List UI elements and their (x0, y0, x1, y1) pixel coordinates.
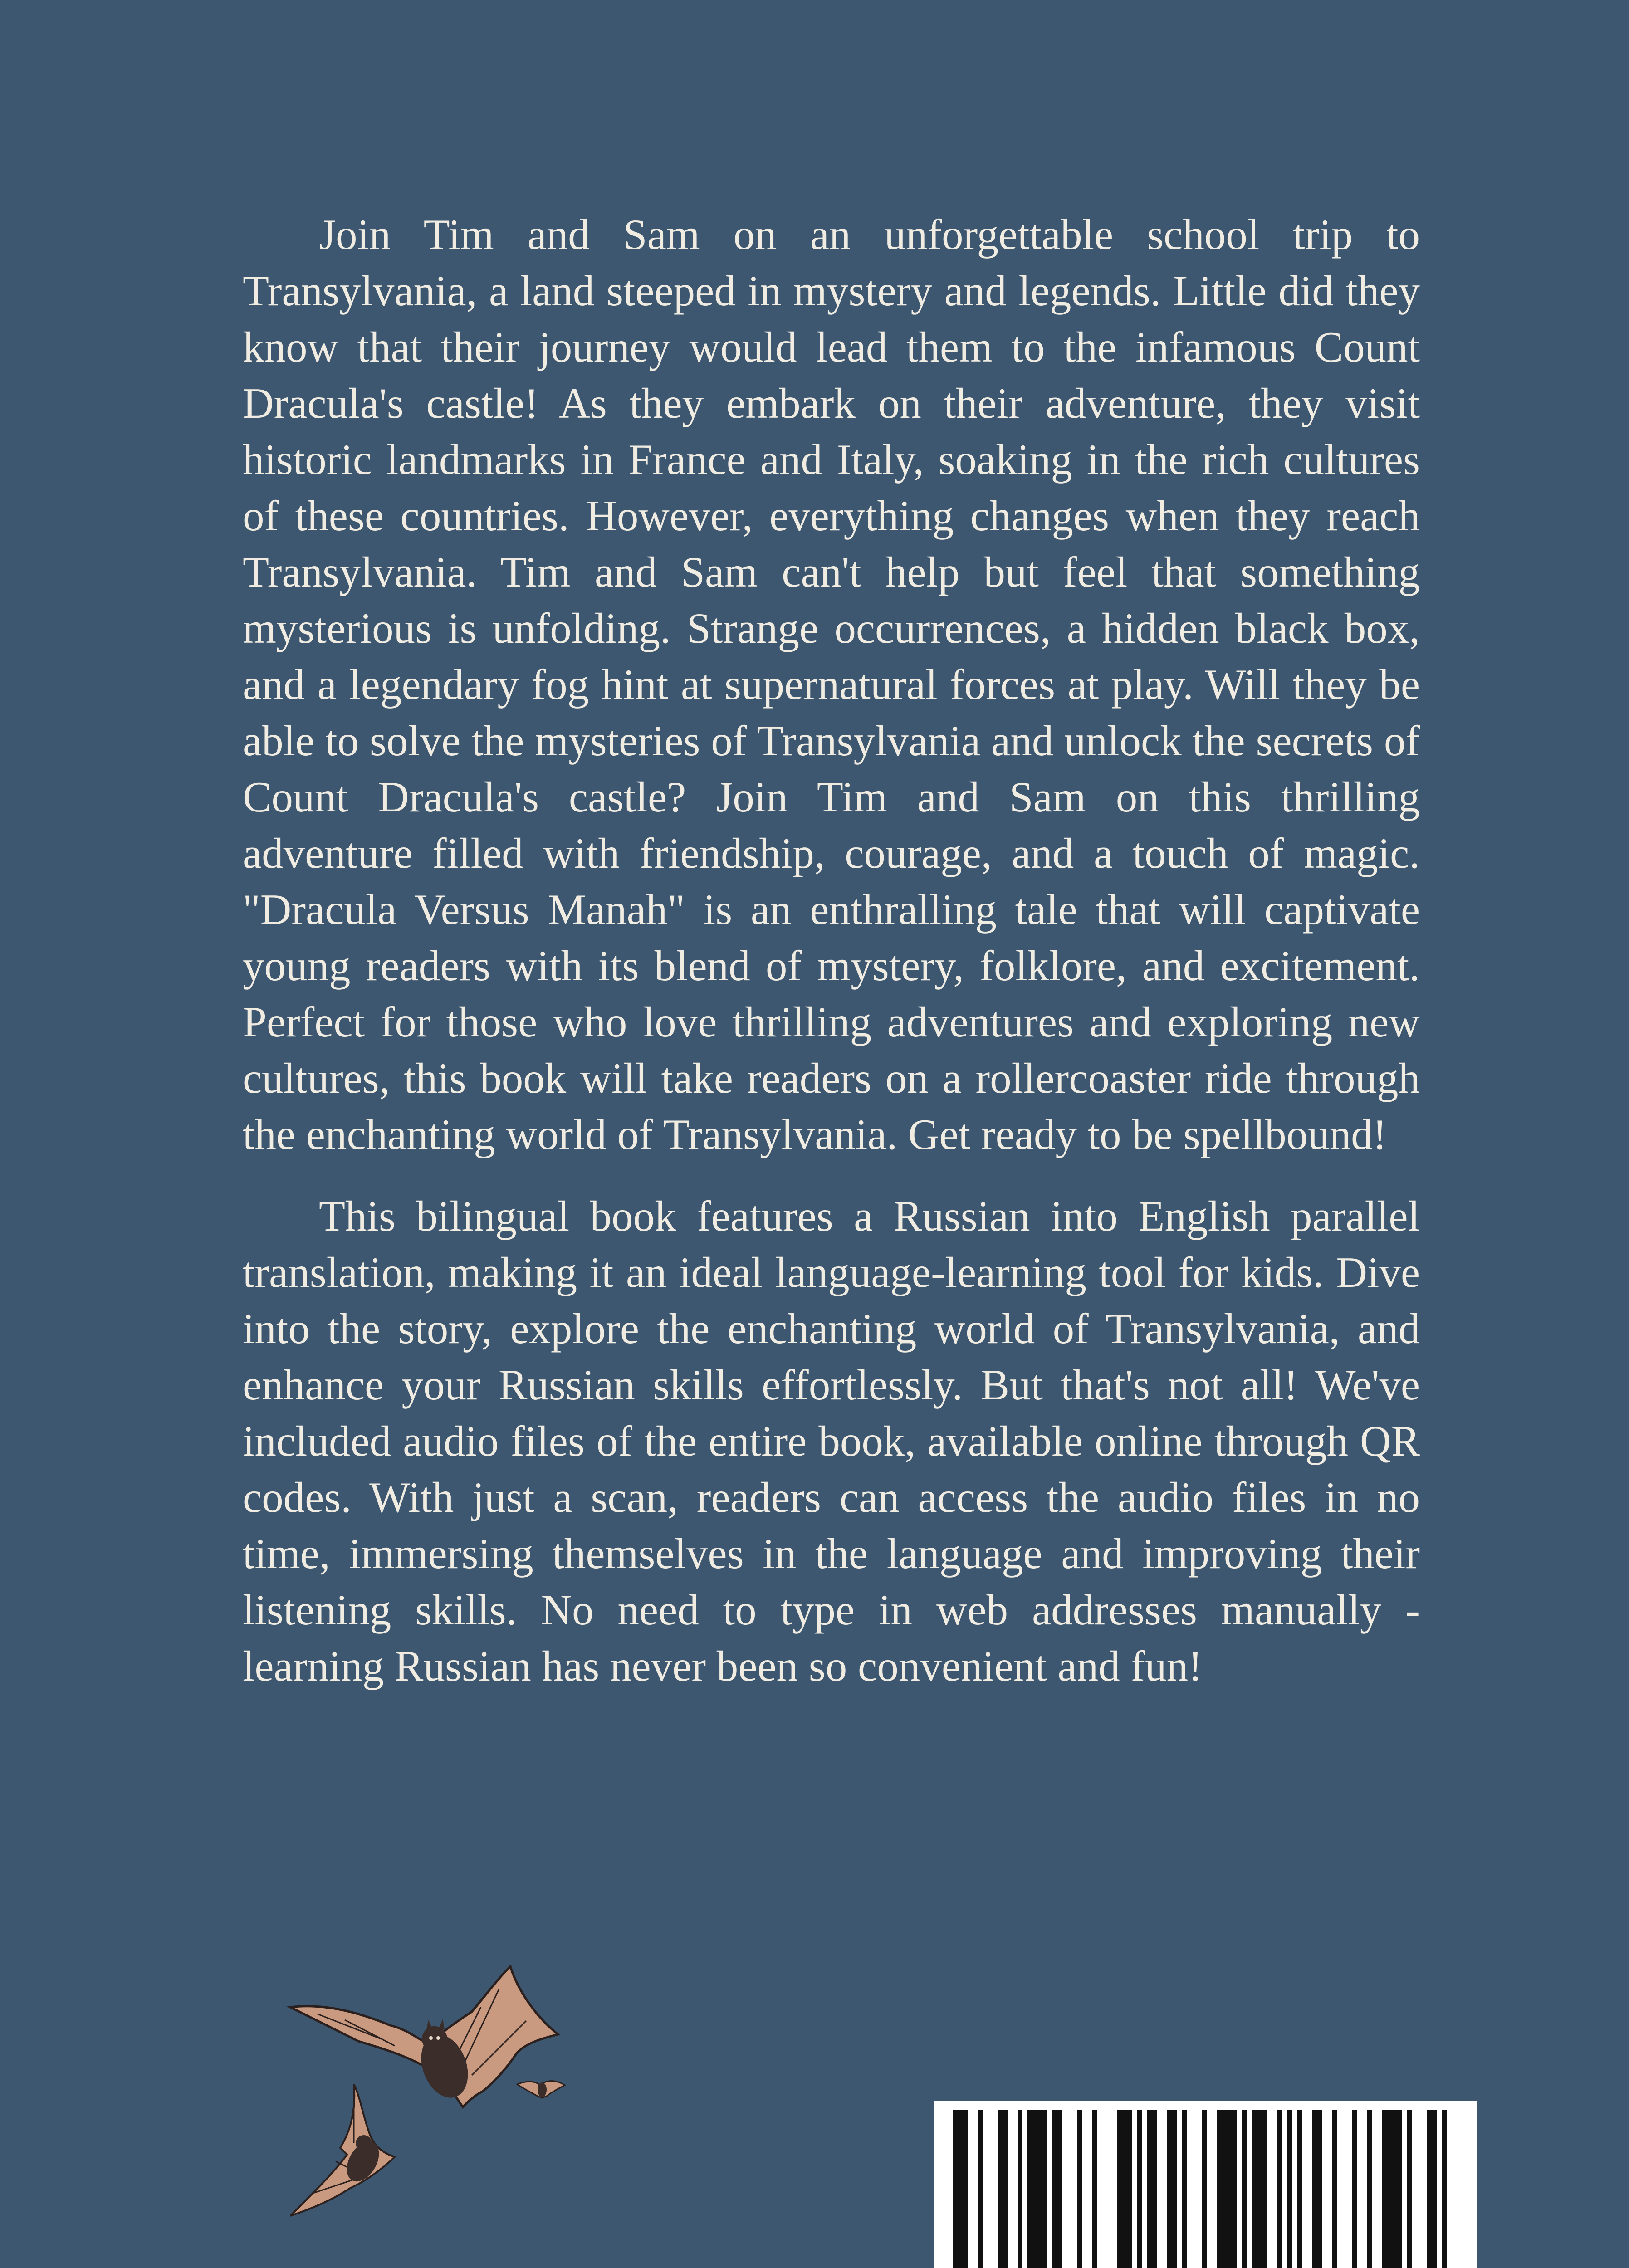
bats-illustration-icon (245, 1916, 590, 2243)
barcode-bar (1252, 2110, 1267, 2268)
barcode-bar (1332, 2110, 1337, 2268)
barcode-bar (1077, 2110, 1082, 2268)
barcode-bar (1052, 2110, 1062, 2268)
barcode-bar (953, 2110, 968, 2268)
barcode-bar (1287, 2110, 1292, 2268)
barcode-bar (1352, 2110, 1357, 2268)
barcode-bar (1018, 2110, 1022, 2268)
barcode-bars (934, 2101, 1477, 2268)
barcode-bar (1407, 2110, 1412, 2268)
barcode-bar (1092, 2110, 1097, 2268)
barcode-bar (1242, 2110, 1247, 2268)
barcode-bar (1182, 2110, 1187, 2268)
barcode-bar (1382, 2110, 1402, 2268)
barcode-bar (1312, 2110, 1322, 2268)
barcode-bar (1137, 2110, 1142, 2268)
barcode-bar (1027, 2110, 1047, 2268)
blurb-paragraph-1: Join Tim and Sam on an unforgettable school trip to Transylvania, a land steeped in mystery and legends. Little did they know that their journey would lead them to the infamous Count Dracula's castle! As they embark on their adventure, they visit historic landmarks in France and Italy, soaking in the rich cultures of these countries. However, everything changes when they reach Transylvania. Tim and Sam can't help but feel that something mysterious is unfolding. Strange occurrences, a hidden black box, and a legendary fog hint at supernatural forces at play. Will they be able to solve the mysteries of Transylvania and unlock the secrets of Count Dracula's castle? Join Tim and Sam on this thrilling adventure filled with friendship, courage, and a touch of magic. "Dracula Versus Manah" is an enthralling tale that will captivate young readers with its blend of mystery, folklore, and excitement. Perfect for those who love thrilling adventures and exploring new cultures, this book will take readers on a rollercoaster ride through the enchanting world of Transylvania. Get ready to be spellbound! (243, 210, 1420, 1158)
barcode-bar (1167, 2110, 1177, 2268)
barcode-bar (1217, 2110, 1237, 2268)
barcode-bar (998, 2110, 1008, 2268)
barcode-bar (1367, 2110, 1372, 2268)
barcode-bar (1147, 2110, 1157, 2268)
barcode-bar (1277, 2110, 1282, 2268)
book-blurb (243, 206, 1420, 1720)
barcode-bar (1427, 2110, 1437, 2268)
tiny-bat-icon (517, 2081, 565, 2098)
barcode-bar (1442, 2110, 1447, 2268)
barcode-bar (1297, 2110, 1302, 2268)
barcode-bar (1202, 2110, 1207, 2268)
barcode-bar (978, 2110, 983, 2268)
blurb-paragraph-2: This bilingual book features a Russian into English parallel translation, making it an ideal language-learning tool for kids. Dive into the story, explore the enchanting world of Transylvania, and enhance your Russian skills effortlessly. But that's not all! We've included audio files of the entire book, available online through QR codes. With just a scan, readers can access the audio files in no time, immersing themselves in the language and improving their listening skills. No need to type in web addresses manually - learning Russian has never been so convenient and fun! (243, 1192, 1420, 1690)
barcode (934, 2101, 1477, 2268)
large-bat-icon (290, 1966, 558, 2107)
barcode-bar (1117, 2110, 1132, 2268)
small-bat-left-icon (290, 2084, 395, 2216)
